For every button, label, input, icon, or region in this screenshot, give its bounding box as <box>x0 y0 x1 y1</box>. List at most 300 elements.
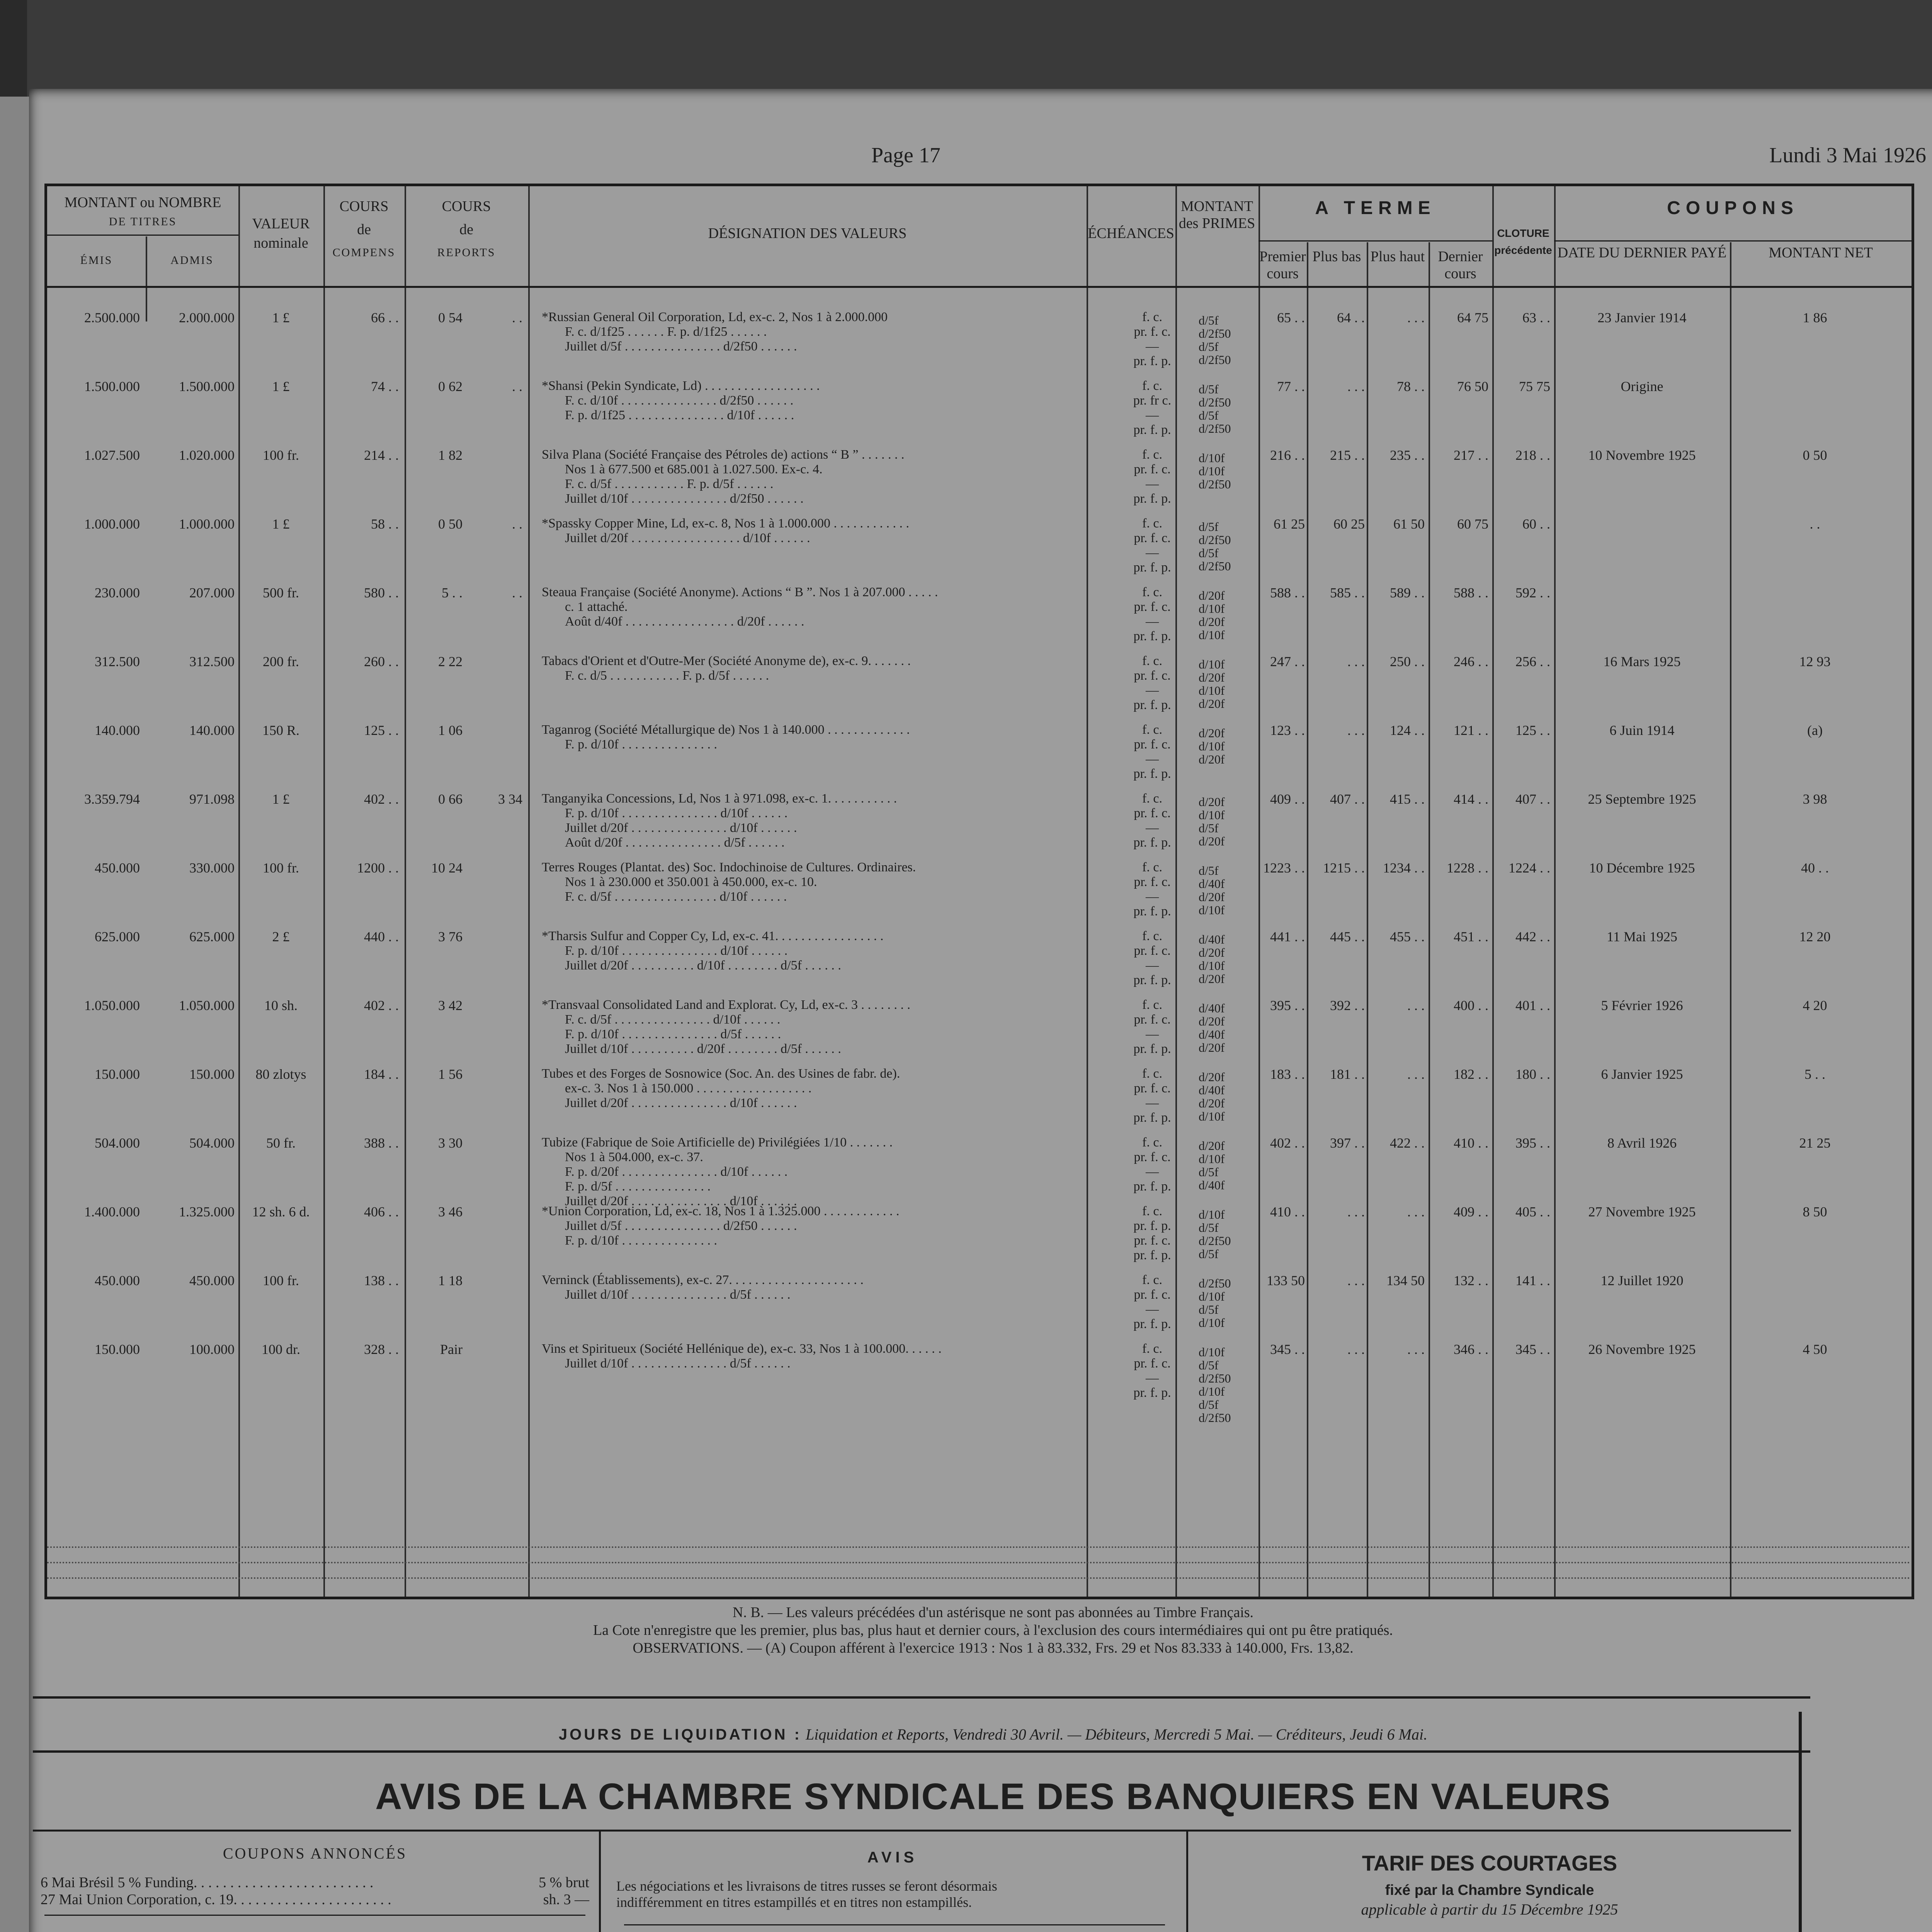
cell-reports: 0 66 <box>438 791 463 807</box>
header-cours: COURS <box>339 198 389 214</box>
liquidation-text: Liquidation et Reports, Vendredi 30 Avril. — Débiteurs, Mercredi 5 Mai. — Créditeurs, Jeudi 6 Mai. <box>805 1726 1428 1743</box>
cell-bas: . . . <box>1347 723 1365 738</box>
echeance-line: — <box>1146 889 1159 904</box>
cell-premier: 409 . . <box>1270 791 1305 807</box>
cell-reports: 2 22 <box>438 654 463 669</box>
echeance-line: pr. f. c. <box>1134 1150 1171 1164</box>
prime-line: d/10f <box>1199 903 1225 917</box>
designation-line: Juillet d/10f . . . . . . . . . . . . . . . d/2f50 . . . . . . <box>565 492 804 506</box>
cell-valeur: 50 fr. <box>266 1135 296 1151</box>
designation-line: Vins et Spiritueux (Société Hellénique de), ex-c. 33, Nos 1 à 100.000. . . . . . <box>542 1342 942 1356</box>
designation-line: Taganrog (Société Métallurgique de) Nos 1 à 140.000 . . . . . . . . . . . . . <box>542 723 910 737</box>
cell-emis: 150.000 <box>95 1342 140 1357</box>
designation-line: Juillet d/10f . . . . . . . . . . . . . . . d/5f . . . . . . <box>565 1287 791 1302</box>
cell-emis: 450.000 <box>95 860 140 876</box>
prime-line: d/5f <box>1199 546 1219 560</box>
prime-line: d/5f <box>1199 1247 1219 1261</box>
table-row <box>47 1342 1912 1425</box>
prime-line: d/2f50 <box>1199 353 1231 367</box>
designation-line: F. c. d/5 . . . . . . . . . . . F. p. d/5f . . . . . . <box>565 668 769 683</box>
separator <box>33 1750 1810 1753</box>
cell-primes <box>1199 726 1276 766</box>
echeance-line: pr. f. p. <box>1133 1111 1171 1125</box>
header-date: DATE DU DERNIER PAYÉ <box>1557 245 1727 261</box>
cell-date: 5 Février 1926 <box>1601 998 1683 1013</box>
col-line <box>146 236 147 321</box>
echeance-line: f. c. <box>1142 1066 1162 1081</box>
cell-haut: 250 . . <box>1390 654 1425 669</box>
cell-bas: . . . <box>1347 1273 1365 1288</box>
cell-premier: 395 . . <box>1270 998 1305 1013</box>
cell-emis: 1.400.000 <box>84 1204 140 1219</box>
dotted-line <box>47 1562 1912 1563</box>
cell-echeances <box>1114 1066 1191 1125</box>
header-valeur: VALEUR <box>252 216 310 232</box>
cell-designation <box>542 929 1106 973</box>
designation-line: *Spassky Copper Mine, Ld, ex-c. 8, Nos 1 à 1.000.000 . . . . . . . . . . . . <box>542 516 909 531</box>
cell-net: 1 86 <box>1803 310 1827 325</box>
cell-bas: . . . <box>1347 1342 1365 1357</box>
cell-compens: 184 . . <box>364 1066 399 1082</box>
prime-line: d/40f <box>1199 1001 1225 1015</box>
cell-date: 10 Décembre 1925 <box>1589 860 1695 876</box>
cell-dernier: 182 . . <box>1454 1066 1488 1082</box>
cell-haut: 422 . . <box>1390 1135 1425 1151</box>
right-border <box>1799 1712 1802 1932</box>
cell-echeances <box>1114 723 1191 781</box>
cell-bas: 445 . . <box>1330 929 1365 944</box>
prime-line: d/20f <box>1199 752 1225 766</box>
echeance-line: pr. f. c. <box>1134 944 1171 958</box>
designation-line: Juillet d/20f . . . . . . . . . . . . . . . d/10f . . . . . . <box>565 1194 797 1208</box>
designation-line: ex-c. 3. Nos 1 à 150.000 . . . . . . . . . . . . . . . . . . <box>565 1081 812 1095</box>
cell-reports: 0 62 <box>438 379 463 394</box>
header-compens: COMPENS <box>332 246 396 259</box>
echeance-line: pr. f. p. <box>1133 1219 1171 1233</box>
cell-admis: 330.000 <box>189 860 235 876</box>
cell-valeur: 12 sh. 6 d. <box>252 1204 310 1219</box>
header-plus-bas: Plus bas <box>1312 248 1361 265</box>
cell-reports: Pair <box>440 1342 463 1357</box>
designation-line: Juillet d/10f . . . . . . . . . . d/20f . . . . . . . . d/5f . . . . . . <box>565 1042 841 1056</box>
prime-line: d/10f <box>1199 808 1225 822</box>
prime-line: d/20f <box>1199 1014 1225 1028</box>
echeance-line: f. c. <box>1142 1273 1162 1287</box>
cell-haut: 1234 . . <box>1383 860 1425 876</box>
cell-compens: 406 . . <box>364 1204 399 1219</box>
cell-date: 12 Juillet 1920 <box>1600 1273 1684 1288</box>
echeance-line: pr. f. p. <box>1133 1317 1171 1331</box>
table-row <box>47 998 1912 1066</box>
prime-line: d/40f <box>1199 1027 1225 1041</box>
cell-valeur: 100 fr. <box>263 860 299 876</box>
coupons-annonces-title: COUPONS ANNONCÉS <box>223 1845 407 1862</box>
separator <box>33 1696 1810 1699</box>
cell-net: (a) <box>1807 723 1823 738</box>
prime-line: d/10f <box>1199 1152 1225 1166</box>
tarif-sub2: applicable à partir du 15 Décembre 1925 <box>1361 1901 1618 1918</box>
cell-cloture: 1224 . . <box>1509 860 1550 876</box>
page-number: Page 17 <box>871 143 940 167</box>
cell-haut: 415 . . <box>1390 791 1425 807</box>
header-admis: ADMIS <box>170 254 214 267</box>
cell-cloture: 218 . . <box>1515 447 1550 463</box>
table-row <box>47 379 1912 447</box>
cell-valeur: 100 dr. <box>261 1342 300 1357</box>
cell-echeances <box>1114 929 1191 988</box>
echeance-line: — <box>1146 1302 1159 1316</box>
echeance-line: f. c. <box>1142 654 1162 668</box>
note-cote: La Cote n'enregistre que les premier, plus bas, plus haut et dernier cours, à l'exclusion des cours intermédiaires qui ont pu être pratiqués. <box>593 1622 1393 1638</box>
note-observations: OBSERVATIONS. — (A) Coupon afférent à l'exercice 1913 : Nos 1 à 83.332, Frs. 29 et Nos 83.333 à 140.000, Frs. 13,82. <box>633 1640 1354 1656</box>
prime-line: d/10f <box>1199 657 1225 671</box>
echeance-line: pr. f. p. <box>1133 354 1171 368</box>
prime-line: d/40f <box>1199 1178 1225 1192</box>
cell-haut: 134 50 <box>1386 1273 1425 1288</box>
cell-echeances <box>1114 585 1191 644</box>
cell-primes <box>1199 1345 1276 1424</box>
separator <box>44 1915 585 1916</box>
echeance-line: f. c. <box>1142 1204 1162 1218</box>
header-net: MONTANT NET <box>1769 245 1873 261</box>
cell-reports: 1 56 <box>438 1066 463 1082</box>
echeance-line: — <box>1146 1096 1159 1110</box>
echeance-line: pr. f. c. <box>1134 668 1171 683</box>
cell-admis: 450.000 <box>189 1273 235 1288</box>
cell-compens: 74 . . <box>371 379 399 394</box>
liquidation-line <box>29 1725 1932 1743</box>
echeance-line: f. c. <box>1142 447 1162 462</box>
cell-valeur: 80 zlotys <box>255 1066 306 1082</box>
cell-primes <box>1199 451 1276 491</box>
prime-line: d/2f50 <box>1199 422 1231 435</box>
cell-emis: 1.027.500 <box>84 447 140 463</box>
designation-line: F. p. d/1f25 . . . . . . . . . . . . . . . d/10f . . . . . . <box>565 408 794 422</box>
cell-admis: 100.000 <box>189 1342 235 1357</box>
echeance-line: pr. f. p. <box>1133 1386 1171 1400</box>
table-row <box>47 1066 1912 1135</box>
table-row <box>47 585 1912 654</box>
cell-dernier: 246 . . <box>1454 654 1488 669</box>
cell-primes <box>1199 933 1276 985</box>
table-row <box>47 791 1912 860</box>
prime-line: d/2f50 <box>1199 533 1231 547</box>
table-row <box>47 929 1912 998</box>
cell-designation <box>542 998 1106 1056</box>
cell-dernier: 1228 . . <box>1447 860 1488 876</box>
cell-designation <box>542 1273 1106 1302</box>
header-reports: REPORTS <box>437 246 496 259</box>
cell-echeances <box>1114 310 1191 369</box>
avis1-line: Les négociations et les livraisons de titres russes se feront désormais <box>616 1878 997 1894</box>
cell-dernier: 121 . . <box>1454 723 1488 738</box>
cell-designation <box>542 1066 1106 1111</box>
cell-reports2: . . <box>512 310 522 325</box>
prime-line: d/5f <box>1199 1221 1219 1235</box>
cell-dernier: 217 . . <box>1454 447 1488 463</box>
prime-line: d/10f <box>1199 1109 1225 1123</box>
cell-date: 6 Juin 1914 <box>1609 723 1675 738</box>
cell-emis: 1.050.000 <box>84 998 140 1013</box>
cell-admis: 1.000.000 <box>179 516 235 532</box>
header-premier: Premier cours <box>1259 248 1306 282</box>
table-row <box>47 860 1912 929</box>
cell-compens: 260 . . <box>364 654 399 669</box>
cell-echeances <box>1114 1135 1191 1194</box>
cell-dernier: 409 . . <box>1454 1204 1488 1219</box>
prime-line: d/2f50 <box>1199 1411 1231 1425</box>
echeance-line: f. c. <box>1142 860 1162 874</box>
table-row <box>47 1204 1912 1273</box>
designation-line: F. c. d/10f . . . . . . . . . . . . . . . d/2f50 . . . . . . <box>565 393 794 408</box>
cell-bas: 407 . . <box>1330 791 1365 807</box>
separator <box>33 1830 1791 1832</box>
cell-premier: 133 50 <box>1267 1273 1305 1288</box>
cell-admis: 1.325.000 <box>179 1204 235 1219</box>
cell-date: Origine <box>1621 379 1663 394</box>
echeance-line: — <box>1146 821 1159 835</box>
quotes-table <box>44 184 1914 1599</box>
echeance-line: pr. f. p. <box>1133 904 1171 918</box>
cell-echeances <box>1114 379 1191 437</box>
cell-emis: 1.000.000 <box>84 516 140 532</box>
cell-valeur: 200 fr. <box>263 654 299 669</box>
cell-designation <box>542 860 1106 904</box>
echeance-line: pr. f. p. <box>1133 492 1171 506</box>
cell-valeur: 500 fr. <box>263 585 299 600</box>
cell-designation <box>542 516 1106 546</box>
prime-line: d/10f <box>1199 684 1225 697</box>
cell-admis: 504.000 <box>189 1135 235 1151</box>
cell-emis: 2.500.000 <box>84 310 140 325</box>
cell-date: 11 Mai 1925 <box>1607 929 1677 944</box>
cell-reports: 3 42 <box>438 998 463 1013</box>
coupon-line-1-left: 6 Mai Brésil 5 % Funding. . . . . . . . . . . . . . . . . . . . . . . . . <box>41 1874 374 1891</box>
cell-reports: 10 24 <box>431 860 463 876</box>
cell-reports2: . . <box>512 585 522 600</box>
cell-primes <box>1199 383 1276 435</box>
prime-line: d/20f <box>1199 670 1225 684</box>
cell-premier: 402 . . <box>1270 1135 1305 1151</box>
cell-net: 40 . . <box>1801 860 1829 876</box>
cell-dernier: 588 . . <box>1454 585 1488 600</box>
designation-line: F. p. d/10f . . . . . . . . . . . . . . . <box>565 737 717 752</box>
cell-designation <box>542 310 1106 354</box>
cell-bas: 1215 . . <box>1323 860 1365 876</box>
table-row <box>47 723 1912 791</box>
prime-line: d/2f50 <box>1199 477 1231 491</box>
prime-line: d/20f <box>1199 1096 1225 1110</box>
cell-bas: . . . <box>1347 1204 1365 1219</box>
table-row <box>47 310 1912 379</box>
designation-line: Juillet d/20f . . . . . . . . . . . . . . . d/10f . . . . . . <box>565 821 797 835</box>
echeance-line: f. c. <box>1142 310 1162 324</box>
cell-compens: 66 . . <box>371 310 399 325</box>
echeance-line: pr. f. p. <box>1133 973 1171 987</box>
prime-line: d/20f <box>1199 615 1225 629</box>
designation-line: F. p. d/10f . . . . . . . . . . . . . . . <box>565 1233 717 1248</box>
designation-line: c. 1 attaché. <box>565 600 628 614</box>
prime-line: d/10f <box>1199 602 1225 616</box>
cell-net: 0 50 <box>1803 447 1827 463</box>
cell-premier: 247 . . <box>1270 654 1305 669</box>
echeance-line: — <box>1146 683 1159 697</box>
echeance-line: — <box>1146 1165 1159 1179</box>
cell-reports: 5 . . <box>442 585 463 600</box>
cell-cloture: 407 . . <box>1515 791 1550 807</box>
cell-echeances <box>1114 516 1191 575</box>
cell-premier: 65 . . <box>1277 310 1305 325</box>
cell-designation <box>542 447 1106 506</box>
cell-compens: 388 . . <box>364 1135 399 1151</box>
cell-emis: 1.500.000 <box>84 379 140 394</box>
cell-compens: 580 . . <box>364 585 399 600</box>
cell-premier: 216 . . <box>1270 447 1305 463</box>
cell-valeur: 1 £ <box>272 516 290 532</box>
echeance-line: — <box>1146 752 1159 766</box>
cell-haut: 124 . . <box>1390 723 1425 738</box>
echeance-line: pr. f. c. <box>1134 600 1171 614</box>
prime-line: d/5f <box>1199 1398 1219 1412</box>
cell-cloture: 125 . . <box>1515 723 1550 738</box>
tarif-title: TARIF DES COURTAGES <box>1362 1851 1617 1875</box>
prime-line: d/5f <box>1199 1358 1219 1372</box>
cell-valeur: 1 £ <box>272 310 290 325</box>
prime-line: d/10f <box>1199 451 1225 465</box>
echeance-line: pr. f. c. <box>1134 1233 1171 1248</box>
avis1-text <box>616 1878 1180 1910</box>
cell-echeances <box>1114 1204 1191 1263</box>
page-date: Lundi 3 Mai 1926 <box>1769 143 1926 167</box>
cell-primes <box>1199 1277 1276 1329</box>
cell-designation <box>542 1204 1106 1248</box>
cell-dernier: 64 75 <box>1457 310 1488 325</box>
designation-line: Juillet d/20f . . . . . . . . . . . . . . . . . d/10f . . . . . . <box>565 531 810 545</box>
cell-valeur: 100 fr. <box>263 447 299 463</box>
table-row <box>47 1273 1912 1342</box>
designation-line: F. c. d/5f . . . . . . . . . . . . . . . . d/10f . . . . . . <box>565 889 787 904</box>
designation-line: Juillet d/10f . . . . . . . . . . . . . . . d/5f . . . . . . <box>565 1356 791 1371</box>
header-plus-haut: Plus haut <box>1370 248 1425 265</box>
table-row <box>47 654 1912 723</box>
header-montant: MONTANT ou NOMBRE <box>64 194 221 211</box>
cell-valeur: 2 £ <box>272 929 290 944</box>
echeance-line: pr. f. p. <box>1133 1042 1171 1056</box>
cell-compens: 125 . . <box>364 723 399 738</box>
cell-haut: 455 . . <box>1390 929 1425 944</box>
cell-premier: 123 . . <box>1270 723 1305 738</box>
cell-designation <box>542 379 1106 423</box>
dotted-line <box>47 1546 1912 1548</box>
designation-line: F. c. d/5f . . . . . . . . . . . F. p. d/5f . . . . . . <box>565 477 774 491</box>
designation-line: F. p. d/10f . . . . . . . . . . . . . . . d/5f . . . . . . <box>565 1027 781 1041</box>
cell-valeur: 10 sh. <box>264 998 298 1013</box>
echeance-line: f. c. <box>1142 929 1162 943</box>
designation-line: Août d/40f . . . . . . . . . . . . . . . . . d/20f . . . . . . <box>565 614 804 629</box>
cell-premier: 77 . . <box>1277 379 1305 394</box>
prime-line: d/10f <box>1199 628 1225 642</box>
echeance-line: pr. f. c. <box>1134 875 1171 889</box>
cell-reports: 1 18 <box>438 1273 463 1288</box>
prime-line: d/20f <box>1199 890 1225 904</box>
cell-date: 6 Janvier 1925 <box>1601 1066 1683 1082</box>
coupon-line-2-left: 27 Mai Union Corporation, c. 19. . . . . . . . . . . . . . . . . . . . . . <box>41 1891 391 1908</box>
cell-emis: 312.500 <box>95 654 140 669</box>
cell-reports: 3 30 <box>438 1135 463 1151</box>
prime-line: d/2f50 <box>1199 1276 1231 1290</box>
echeance-line: — <box>1146 477 1159 491</box>
cell-haut: . . . <box>1407 310 1425 325</box>
cell-cloture: 401 . . <box>1515 998 1550 1013</box>
prime-line: d/5f <box>1199 821 1219 835</box>
cell-compens: 214 . . <box>364 447 399 463</box>
prime-line: d/5f <box>1199 382 1219 396</box>
designation-line: Silva Plana (Société Française des Pétroles de) actions “ B ” . . . . . . . <box>542 447 905 462</box>
prime-line: d/5f <box>1199 340 1219 354</box>
prime-line: d/20f <box>1199 1070 1225 1084</box>
echeance-line: pr. f. c. <box>1134 462 1171 476</box>
cell-reports: 1 82 <box>438 447 463 463</box>
cell-reports: 0 54 <box>438 310 463 325</box>
cell-bas: 60 25 <box>1333 516 1365 532</box>
cell-admis: 150.000 <box>189 1066 235 1082</box>
prime-line: d/2f50 <box>1199 395 1231 409</box>
cell-dernier: 451 . . <box>1454 929 1488 944</box>
cell-echeances <box>1114 998 1191 1056</box>
cell-echeances <box>1114 1273 1191 1332</box>
cell-echeances <box>1114 1342 1191 1400</box>
cell-designation <box>542 585 1106 629</box>
cell-net: 12 93 <box>1799 654 1831 669</box>
echeance-line: f. c. <box>1142 1135 1162 1150</box>
cell-valeur: 150 R. <box>262 723 299 738</box>
cell-haut: 61 50 <box>1393 516 1425 532</box>
prime-line: d/5f <box>1199 1303 1219 1316</box>
cell-admis: 971.098 <box>189 791 235 807</box>
echeance-line: — <box>1146 408 1159 422</box>
echeance-line: f. c. <box>1142 791 1162 806</box>
cell-date: 26 Novembre 1925 <box>1588 1342 1696 1357</box>
cell-dernier: 410 . . <box>1454 1135 1488 1151</box>
cell-compens: 58 . . <box>371 516 399 532</box>
cell-bas: . . . <box>1347 654 1365 669</box>
cell-dernier: 60 75 <box>1457 516 1488 532</box>
prime-line: d/20f <box>1199 834 1225 848</box>
coupon-line-1 <box>41 1874 589 1891</box>
prime-line: d/10f <box>1199 739 1225 753</box>
cell-emis: 3.359.794 <box>84 791 140 807</box>
cell-premier: 183 . . <box>1270 1066 1305 1082</box>
echeance-line: pr. f. c. <box>1134 1081 1171 1095</box>
cell-dernier: 346 . . <box>1454 1342 1488 1357</box>
designation-line: *Union Corporation, Ld, ex-c. 18, Nos 1 à 1.325.000 . . . . . . . . . . . . <box>542 1204 900 1218</box>
cell-net: 4 20 <box>1803 998 1827 1013</box>
prime-line: d/2f50 <box>1199 559 1231 573</box>
table-row <box>47 1135 1912 1208</box>
designation-line: *Tharsis Sulfur and Copper Cy, Ld, ex-c. 41. . . . . . . . . . . . . . . . . <box>542 929 884 943</box>
cell-valeur: 1 £ <box>272 791 290 807</box>
echeance-line: — <box>1146 958 1159 973</box>
header-echeances: ÉCHÉANCES <box>1088 225 1174 242</box>
prime-line: d/5f <box>1199 408 1219 422</box>
echeance-line: — <box>1146 1027 1159 1041</box>
prime-line: d/10f <box>1199 959 1225 973</box>
cell-cloture: 395 . . <box>1515 1135 1550 1151</box>
designation-line: *Russian General Oil Corporation, Ld, ex-c. 2, Nos 1 à 2.000.000 <box>542 310 888 324</box>
newspaper-page <box>29 89 1932 1932</box>
cell-admis: 625.000 <box>189 929 235 944</box>
cell-reports2: 3 34 <box>498 791 522 807</box>
